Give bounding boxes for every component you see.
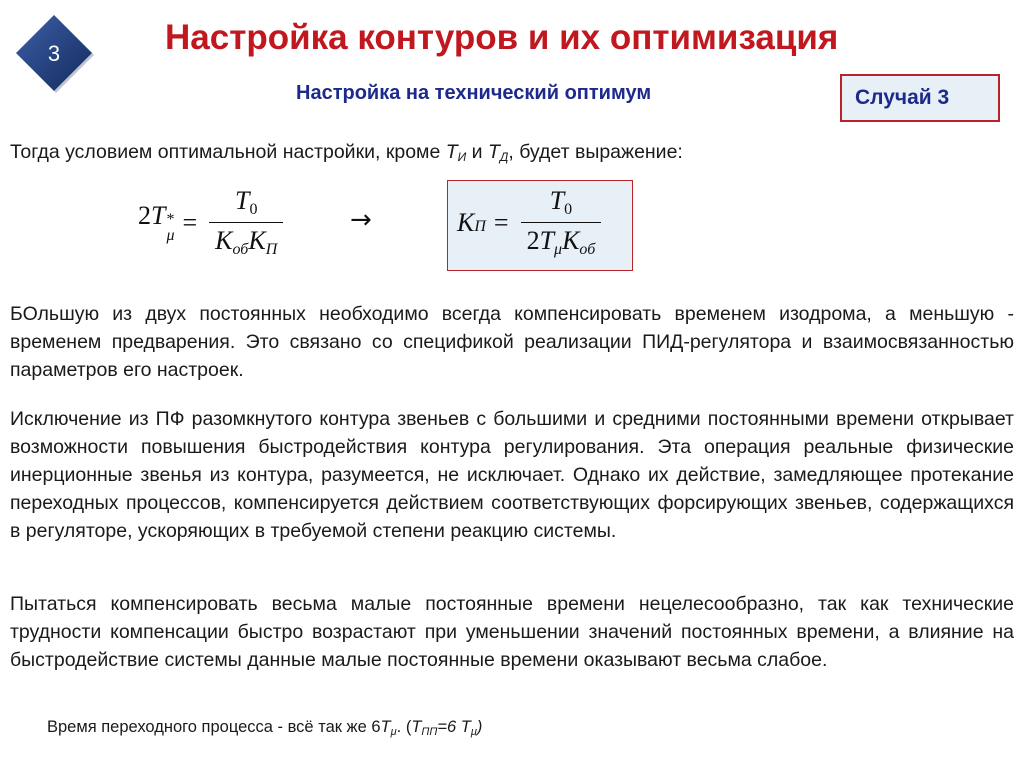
footer-close: ) (476, 718, 483, 736)
slide-number: 3 (47, 41, 61, 66)
footer-text: Время переходного процесса - всё так же 6 (47, 718, 381, 736)
formula2-den-var1: T (539, 226, 555, 255)
formula2-num-sub: 0 (564, 201, 573, 218)
intro-and: и (466, 141, 488, 163)
formula2-den-coef: 2 (526, 226, 540, 255)
intro-before: Тогда условием оптимальной настройки, кроме (10, 141, 446, 163)
slide-number-badge (14, 13, 94, 93)
footer-t-var: T (380, 718, 391, 736)
intro-t2: T (487, 141, 500, 163)
intro-t1-sub: И (457, 150, 467, 164)
footer-note (47, 718, 482, 738)
formula2-denominator (521, 222, 602, 259)
formula2-numerator (544, 186, 578, 222)
slide-title: Настройка контуров и их оптимизация (165, 18, 839, 57)
formula1-den-sub1: об (232, 241, 249, 258)
footer-tpp-sub: ПП (421, 726, 438, 738)
formula1-fraction (209, 186, 283, 259)
intro-t2-sub: Д (499, 150, 509, 164)
paragraph-exclusion: Исключение из ПФ разомкнутого контура звеньев с большими и средними постоянными времени открывает возможности повышения быстродействия контура регулирования. Эта операция реальные физические инерционные звенья из контура, разумеется, не исключает. Однако их действие, замедляющее протекание переходных процессов, компенсируется действием соответствующих форсирующих звеньев, содержащихся в регуляторе, ускоряющих в требуемой степени реакцию системы. (10, 408, 1014, 542)
right-arrow-icon: → (350, 205, 372, 235)
formula1-coef: 2 (138, 201, 151, 230)
case-label-box (840, 74, 1000, 122)
formula2-num-var: T (549, 186, 565, 215)
footer-tpp-var: T (411, 718, 422, 736)
formula1-num-sub: 0 (249, 201, 258, 218)
formula1-lhs (138, 201, 175, 244)
formula1-lhs-sup: * (166, 211, 175, 228)
formula2-den-var2: K (562, 226, 580, 255)
formula2-den-sub2: об (579, 241, 596, 258)
case-label: Случай 3 (855, 86, 950, 109)
intro-text (10, 141, 683, 164)
footer-t-sub: μ (390, 726, 397, 738)
formula2-equals: = (493, 207, 509, 237)
footer-dot: . ( (396, 718, 412, 736)
formula1-numerator (229, 186, 263, 222)
footer-tmu-sub: μ (470, 726, 477, 738)
diamond-icon (14, 13, 94, 93)
footer-tmu-var: T (460, 718, 471, 736)
formula1-lhs-var: T (151, 201, 166, 230)
formula1-den-var1: K (215, 226, 233, 255)
paragraph-small-constants: Пытаться компенсировать весьма малые постоянные времени нецелесообразно, так как технические трудности компенсации быстро возрастают при уменьшении значений постоянных времени, а влияние на быстродействие системы данные малые постоянные времени оказывают весьма слабое. (10, 593, 1014, 671)
formula1-lhs-sub: μ (166, 227, 175, 244)
formula1-den-var2: K (248, 226, 266, 255)
intro-t1: T (445, 141, 458, 163)
formula1-denominator (209, 222, 283, 259)
formula1-den-sub2: П (265, 241, 278, 258)
formula1-equals: = (182, 207, 198, 237)
formula-time-constant (138, 186, 283, 259)
formula1-num-var: T (234, 186, 250, 215)
formula2-lhs-var: K (457, 207, 475, 237)
paragraph-compensation: БОльшую из двух постоянных необходимо всегда компенсировать временем изодрома, а меньшую - временем предварения. Это связано со спецификой реализации ПИД-регулятора и взаимосвязанностью параметров его настроек. (10, 303, 1014, 381)
formula2-den-sub1: μ (554, 241, 563, 258)
intro-after: , будет выражение: (508, 141, 683, 163)
footer-tpp-eq: =6 (437, 718, 461, 736)
formula2-lhs-sub: П (474, 217, 486, 235)
formula2-fraction (521, 186, 602, 259)
formula2-lhs (457, 208, 486, 238)
slide-subtitle: Настройка на технический оптимум (296, 82, 652, 104)
formula-gain (457, 186, 601, 259)
